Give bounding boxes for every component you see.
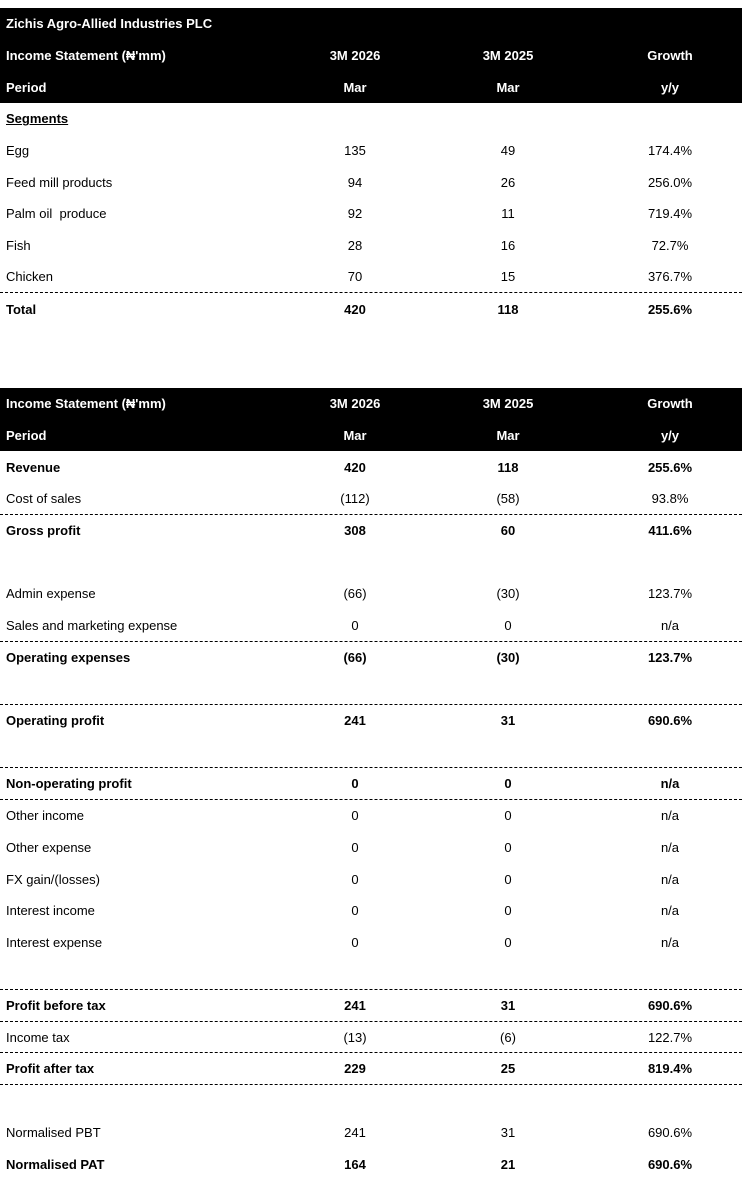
row-value-growth: 819.4% [647,1061,693,1077]
row-value-3m2026: (13) [343,1029,367,1045]
period-col-growth: y/y [660,428,680,444]
row-value-3m2025: (30) [496,586,520,602]
admin-expense-row [0,578,742,610]
row-value-3m2025: 0 [504,839,512,855]
row-label: Profit after tax [6,1061,95,1077]
interest-income-row [0,895,742,927]
row-value-3m2025: 15 [500,269,516,285]
row-value-growth: 122.7% [647,1029,693,1045]
segments-table [0,8,742,325]
row-value-growth: n/a [660,935,680,951]
header-row [0,388,742,420]
period-row [0,420,742,452]
interest-expense-row [0,927,742,959]
sales-marketing-row [0,610,742,642]
row-value-growth: 174.4% [647,143,693,159]
row-value-3m2026: 164 [344,1156,366,1172]
table-row [0,166,742,198]
row-value-growth: 256.0% [647,174,693,190]
table-row [0,135,742,167]
row-value-3m2026: 0 [351,776,359,792]
row-label: Non-operating profit [6,776,132,792]
row-value-3m2026: 0 [351,903,359,919]
other-income-row [0,800,742,832]
revenue-row [0,451,742,483]
row-value-3m2025: (58) [496,490,520,506]
pat-row [0,1053,742,1085]
row-label: Normalised PAT [6,1156,105,1172]
row-value-3m2026: 0 [351,871,359,887]
header-row [0,40,742,72]
row-label: Sales and marketing expense [6,617,178,633]
header-col-3m2025: 3M 2025 [482,48,534,64]
row-value-3m2025: 49 [500,143,516,159]
row-value-3m2025: (6) [500,1029,516,1045]
period-col-growth: y/y [660,79,680,95]
row-value-3m2025: 0 [504,903,512,919]
segments-heading: Segments [6,111,69,127]
row-value-3m2026: 308 [344,523,366,539]
period-col-3m2025: Mar [496,79,520,95]
header-col-3m2025: 3M 2025 [482,396,534,412]
spacer-row [0,673,742,705]
income-statement-table [0,388,742,1180]
row-value-3m2025: 31 [500,1125,516,1141]
row-value-3m2026: 241 [344,1125,366,1141]
row-value-growth: 123.7% [647,649,693,665]
header-col-growth: Growth [647,48,693,64]
row-value-growth: 255.6% [647,459,693,475]
row-value-growth: 690.6% [647,1125,693,1141]
row-value-3m2026: 135 [344,143,366,159]
row-label: Interest expense [6,935,103,951]
row-value-3m2026: 0 [351,935,359,951]
row-value-growth: 123.7% [647,586,693,602]
period-col-3m2026: Mar [343,428,367,444]
spacer-row [0,958,742,990]
row-value-growth: 690.6% [647,1156,693,1172]
row-value-3m2025: 25 [500,1061,516,1077]
row-label: Chicken [6,269,53,285]
row-value-3m2026: 70 [347,269,363,285]
row-value-3m2025: 0 [504,871,512,887]
period-col-3m2025: Mar [496,428,520,444]
spacer-row [0,737,742,769]
row-value-growth: 72.7% [651,238,689,254]
company-title-row [0,8,742,40]
row-value-3m2026: (66) [343,586,367,602]
table-row [0,230,742,262]
row-label: Other expense [6,839,92,855]
row-value-3m2026: (112) [340,490,370,506]
period-label: Period [6,79,47,95]
normalised-pat-row [0,1149,742,1181]
row-label: FX gain/(losses) [6,871,100,887]
company-title: Zichis Agro-Allied Industries PLC [6,16,213,32]
row-label: Other income [6,808,85,824]
row-value-3m2026: 241 [344,997,366,1013]
operating-profit-row [0,705,742,737]
non-operating-profit-row [0,768,742,800]
row-label: Revenue [6,459,61,475]
row-value-3m2025: 0 [504,935,512,951]
fx-row [0,863,742,895]
table-row [0,262,742,294]
row-label: Normalised PBT [6,1125,101,1141]
row-label: Gross profit [6,523,81,539]
total-value-3m2025: 118 [497,301,519,317]
row-value-3m2026: 0 [351,617,359,633]
section-row [0,103,742,135]
row-value-3m2026: 0 [351,839,359,855]
row-value-3m2025: 16 [500,238,516,254]
row-label: Operating expenses [6,649,131,665]
total-value-growth: 255.6% [647,301,693,317]
row-value-3m2025: 0 [504,617,512,633]
row-value-3m2025: 0 [504,808,512,824]
row-value-3m2026: 420 [344,459,366,475]
row-value-growth: 719.4% [647,206,693,222]
header-label: Income Statement (₦'mm) [6,396,166,412]
row-value-3m2025: 21 [500,1156,516,1172]
row-label: Operating profit [6,713,105,729]
normalised-pbt-row [0,1117,742,1149]
row-label: Profit before tax [6,997,106,1013]
row-value-3m2026: 28 [347,238,363,254]
period-col-3m2026: Mar [343,79,367,95]
row-value-3m2026: (66) [343,649,367,665]
row-value-growth: n/a [660,808,680,824]
row-value-3m2025: 0 [504,776,512,792]
total-label: Total [6,301,37,317]
row-value-3m2025: (30) [496,649,520,665]
income-tax-row [0,1022,742,1054]
row-value-3m2026: 241 [344,713,366,729]
row-value-growth: n/a [660,839,680,855]
header-label: Income Statement (₦'mm) [6,48,166,64]
row-value-growth: 376.7% [647,269,693,285]
row-value-growth: n/a [660,903,680,919]
row-value-3m2025: 11 [501,206,515,222]
row-value-growth: n/a [660,776,680,792]
gross-profit-row [0,515,742,547]
row-value-3m2025: 31 [500,997,516,1013]
other-expense-row [0,832,742,864]
pbt-row [0,990,742,1022]
row-label: Admin expense [6,586,96,602]
row-value-3m2026: 92 [347,206,363,222]
table-row [0,198,742,230]
total-value-3m2026: 420 [344,301,366,317]
period-row [0,71,742,103]
row-value-3m2025: 60 [500,523,516,539]
row-value-3m2026: 94 [347,174,363,190]
row-value-3m2025: 31 [500,713,516,729]
row-label: Cost of sales [6,490,82,506]
row-value-growth: 411.6% [648,523,692,539]
row-value-3m2025: 118 [497,459,519,475]
row-value-growth: n/a [660,617,680,633]
header-col-3m2026: 3M 2026 [329,396,381,412]
spacer-row [0,1085,742,1117]
row-value-growth: 93.8% [651,490,689,506]
operating-expenses-row [0,642,742,674]
total-row [0,293,742,325]
row-label: Income tax [6,1029,70,1045]
spacer-row [0,546,742,578]
row-value-growth: 690.6% [647,713,693,729]
row-label: Palm oil produce [6,206,107,222]
row-label: Feed mill products [6,174,113,190]
row-label: Fish [6,238,31,254]
row-value-growth: n/a [660,871,680,887]
row-value-3m2026: 229 [344,1061,366,1077]
period-label: Period [6,428,47,444]
header-col-3m2026: 3M 2026 [329,48,381,64]
row-value-3m2025: 26 [500,174,516,190]
cost-of-sales-row [0,483,742,515]
row-label: Egg [6,143,30,159]
row-value-3m2026: 0 [351,808,359,824]
header-col-growth: Growth [647,396,693,412]
row-label: Interest income [6,903,95,919]
row-value-growth: 690.6% [647,997,693,1013]
